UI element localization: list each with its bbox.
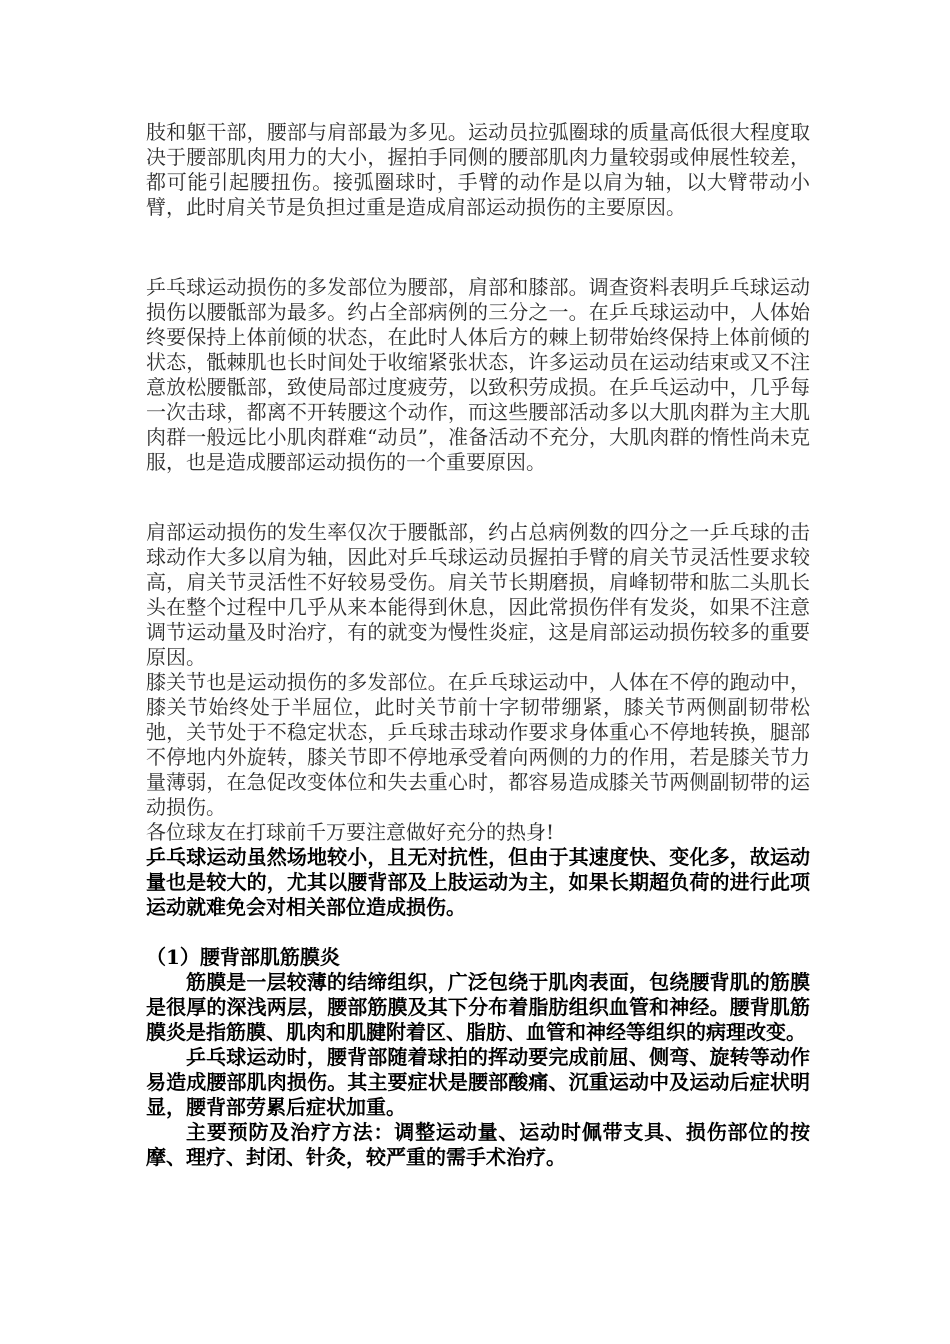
paragraph-text: 膝关节也是运动损伤的多发部位。在乒乓球运动中，人体在不停的跑动中，膝关节始终处于半屈位，此时关节前十字韧带绷紧，膝关节两侧副韧带松弛，关节处于不稳定状态，乒乓球击球动作要求身体重心不停地转换，腿部不停地内外旋转，膝关节即不停地承受着向两侧的力的作用，若是膝关节力量薄弱，在急促改变体位和失去重心时，都容易造成膝关节两侧副韧带的运动损伤。 xyxy=(146,670,810,819)
paragraph-shoulder-knee xyxy=(146,520,810,845)
paragraph-text: 肩部运动损伤的发生率仅次于腰骶部，约占总病例数的四分之一乒乓球的击球动作大多以肩为轴，因此对乒乓球运动员握拍手臂的肩关节灵活性要求较高，肩关节灵活性不好较易受伤。肩关节长期磨损，肩峰韧带和肱二头肌长头在整个过程中几乎从来本能得到休息，因此常损伤伴有发炎，如果不注意调节运动量及时治疗，有的就变为慢性炎症，这是肩部运动损伤较多的重要原因。 xyxy=(146,520,810,669)
paragraph-text: 肢和躯干部，腰部与肩部最为多见。运动员拉弧圈球的质量高低很大程度取决于腰部肌肉用力的大小，握拍手同侧的腰部肌肉力量较弱或伸展性较差，都可能引起腰扭伤。接弧圈球时，手臂的动作是以肩为轴，以大臂带动小臂，此时肩关节是负担过重是造成肩部运动损伤的主要原因。 xyxy=(146,120,810,219)
section-paragraph: 主要预防及治疗方法：调整运动量、运动时佩带支具、损伤部位的按摩、理疗、封闭、针灸，较严重的需手术治疗。 xyxy=(146,1120,810,1169)
paragraph-text: 乒乓球运动虽然场地较小，且无对抗性，但由于其速度快、变化多，故运动量也是较大的，尤其以腰背部及上肢运动为主，如果长期超负荷的进行此项运动就难免会对相关部位造成损伤。 xyxy=(146,845,810,919)
paragraph-text: 各位球友在打球前千万要注意做好充分的热身! xyxy=(146,820,555,844)
section-paragraph: 乒乓球运动时，腰背部随着球拍的挥动要完成前屈、侧弯、旋转等动作易造成腰部肌肉损伤。其主要症状是腰部酸痛、沉重运动中及运动后症状明显，腰背部劳累后症状加重。 xyxy=(146,1045,810,1119)
paragraph-waist-shoulder-injury xyxy=(146,120,810,220)
section-heading: （1）腰背部肌筋膜炎 xyxy=(146,945,340,969)
section-paragraph: 筋膜是一层较薄的结缔组织，广泛包绕于肌肉表面，包绕腰背肌的筋膜是很厚的深浅两层，腰部筋膜及其下分布着脂肪组织血管和神经。腰背肌筋膜炎是指筋膜、肌肉和肌腱附着区、脂肪、血管和神经等组织的病理改变。 xyxy=(146,970,810,1044)
paragraph-text: 乒乓球运动损伤的多发部位为腰部，肩部和膝部。调查资料表明乒乓球运动损伤以腰骶部为最多。约占全部病例的三分之一。在乒乓球运动中，人体始终要保持上体前倾的状态，在此时人体后方的棘上韧带始终保持上体前倾的状态，骶棘肌也长时间处于收缩紧张状态，许多运动员在运动结束或又不注意放松腰骶部，致使局部过度疲劳，以致积劳成损。在乒乓运动中，几乎每一次击球，都离不开转腰这个动作，而这些腰部活动多以大肌肉群为主大肌肉群一般远比小肌肉群难“动员”，准备活动不充分，大肌肉群的惰性尚未克服，也是造成腰部运动损伤的一个重要原因。 xyxy=(146,275,810,474)
paragraph-intro-bold xyxy=(146,845,810,920)
section-lumbar-fasciitis xyxy=(146,945,810,1170)
paragraph-injury-sites xyxy=(146,275,810,475)
